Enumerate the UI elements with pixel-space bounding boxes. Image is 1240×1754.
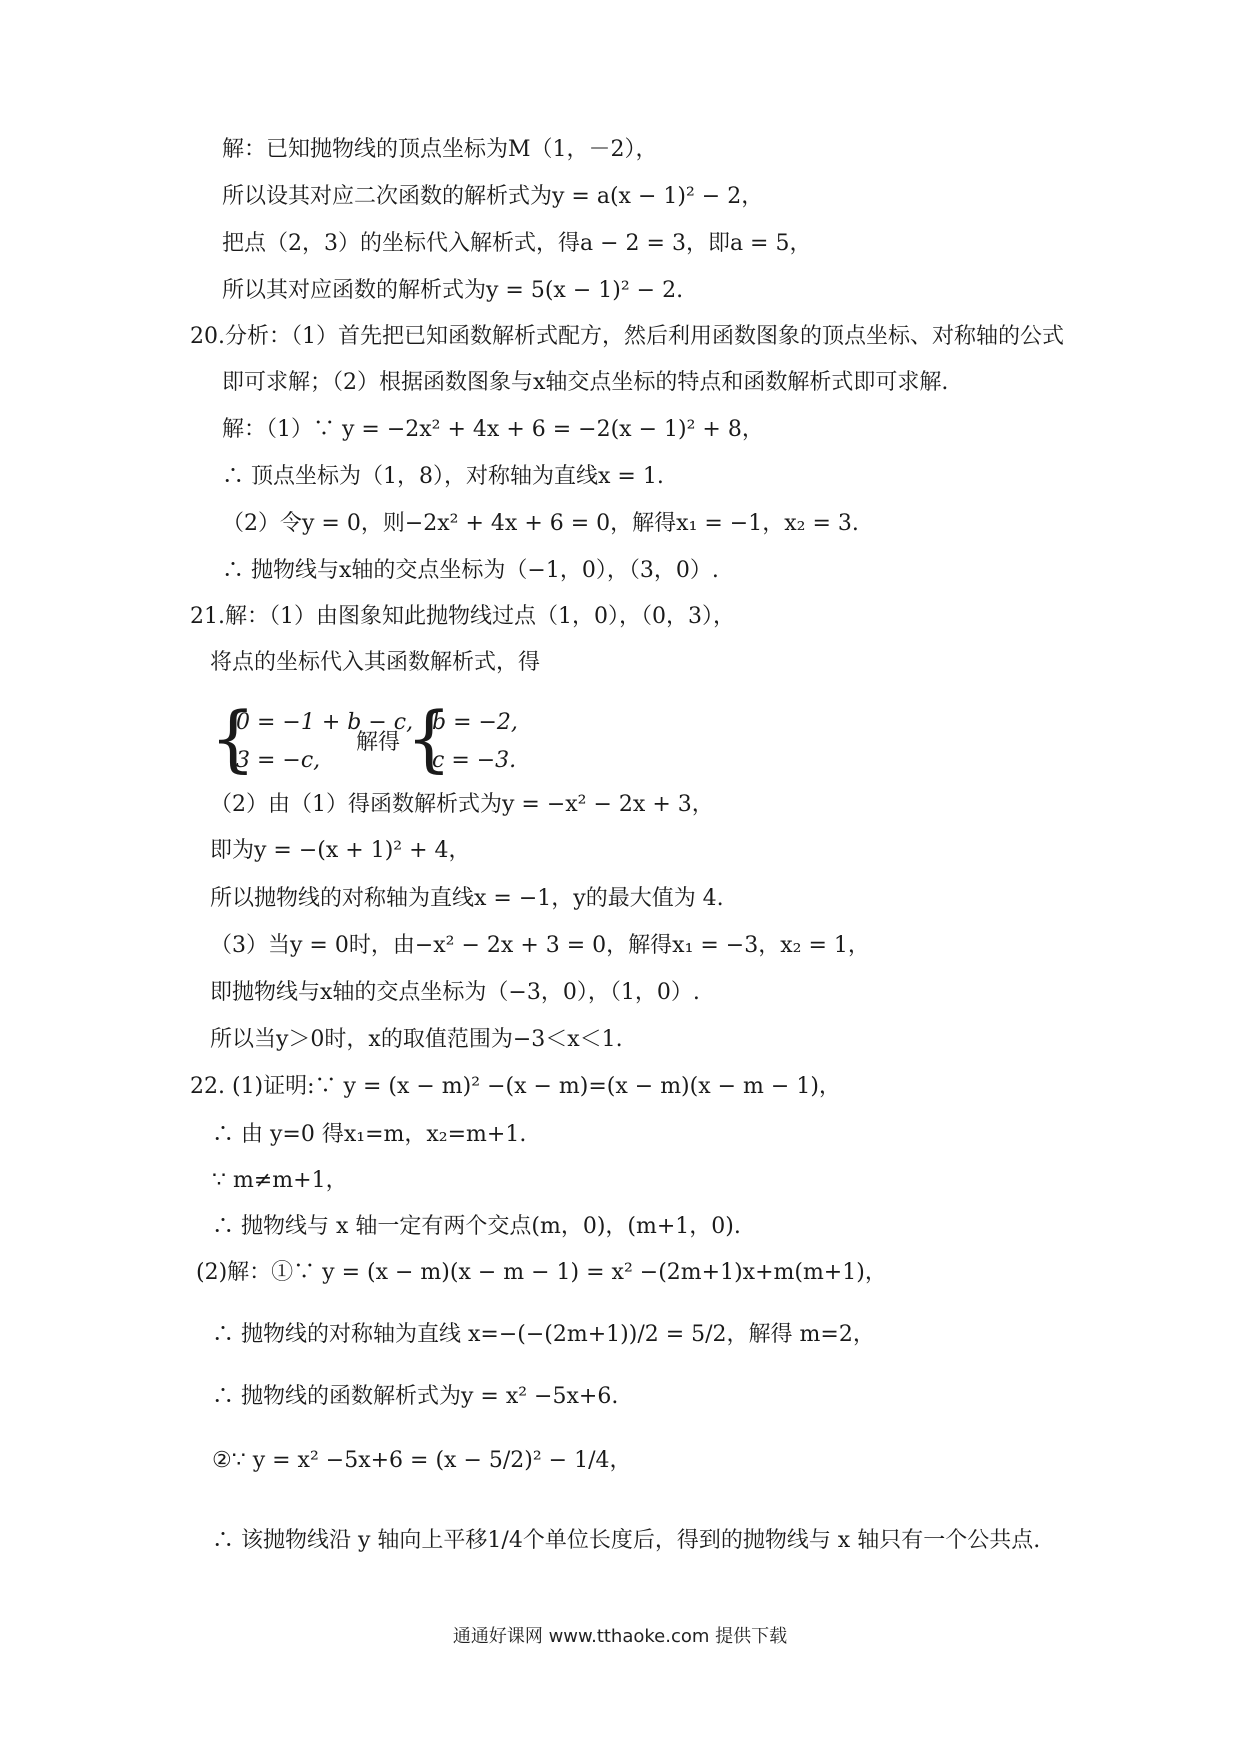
text-line-21: ∵ m≠m+1， xyxy=(212,1168,348,1193)
solve-label: 解得 xyxy=(356,730,401,755)
text-line-6: 即可求解；（2）根据函数图象与x轴交点坐标的特点和函数解析式即可求解. xyxy=(222,370,949,395)
text-line-2: 所以设其对应二次函数的解析式为y = a(x − 1)² − 2， xyxy=(222,184,764,209)
text-line-17: 即抛物线与x轴的交点坐标为（−3，0），（1，0）. xyxy=(210,980,700,1005)
text-line-5: 20.分析：（1）首先把已知函数解析式配方，然后利用函数图象的顶点坐标、对称轴的公式 xyxy=(190,324,1064,349)
equation-system xyxy=(210,696,518,780)
text-line-7: 解：（1）∵ y = −2x² + 4x + 6 = −2(x − 1)² + 8， xyxy=(222,417,764,442)
solution-2: c = −3. xyxy=(432,748,517,773)
text-line-9: （2）令y = 0，则−2x² + 4x + 6 = 0，解得x₁ = −1，x₂ = 3. xyxy=(222,511,859,536)
text-line-23: (2)解：①∵ y = (x − m)(x − m − 1) = x² −(2m+1)x+m(m+1)， xyxy=(196,1260,887,1285)
left-brace-1: { xyxy=(210,696,256,780)
solution-1: b = −2, xyxy=(432,710,518,735)
equation-2: 3 = −c, xyxy=(236,748,321,773)
footer-text: 通通好课网 www.tthaoke.com 提供下载 xyxy=(452,1626,788,1647)
text-line-26: ②∵ y = x² −5x+6 = (x − 5/2)² − 1/4， xyxy=(212,1448,632,1473)
text-line-15: 所以抛物线的对称轴为直线x = −1，y的最大值为 4. xyxy=(210,886,724,911)
text-line-13: （2）由（1）得函数解析式为y = −x² − 2x + 3， xyxy=(210,792,714,817)
text-line-3: 把点（2，3）的坐标代入解析式，得a − 2 = 3，即a = 5， xyxy=(222,231,812,256)
text-line-10: ∴ 抛物线与x轴的交点坐标为（−1，0），（3，0）. xyxy=(222,558,719,583)
text-line-24: ∴ 抛物线的对称轴为直线 x=−(−(2m+1))/2 = 5/2，解得 m=2， xyxy=(212,1322,875,1347)
text-line-16: （3）当y = 0时，由−x² − 2x + 3 = 0，解得x₁ = −3，x₂ = 1， xyxy=(210,933,870,958)
text-line-18: 所以当y＞0时，x的取值范围为−3＜x＜1. xyxy=(210,1027,623,1052)
text-line-1: 解：已知抛物线的顶点坐标为M（1，－2）， xyxy=(222,137,658,162)
text-line-25: ∴ 抛物线的函数解析式为y = x² −5x+6. xyxy=(212,1384,619,1409)
text-line-4: 所以其对应函数的解析式为y = 5(x − 1)² − 2. xyxy=(222,278,684,303)
text-line-8: ∴ 顶点坐标为（1，8），对称轴为直线x = 1. xyxy=(222,464,664,489)
text-line-12: 将点的坐标代入其函数解析式，得 xyxy=(210,650,541,675)
text-line-20: ∴ 由 y=0 得x₁=m，x₂=m+1. xyxy=(212,1122,527,1147)
equation-1: 0 = −1 + b − c, xyxy=(236,710,414,735)
text-line-14: 即为y = −(x + 1)² + 4， xyxy=(210,838,471,863)
left-brace-2: { xyxy=(406,696,452,780)
text-line-22: ∴ 抛物线与 x 轴一定有两个交点(m，0)，(m+1，0). xyxy=(212,1214,741,1239)
text-line-19: 22. (1)证明:∵ y = (x − m)² −(x − m)=(x − m)(x − m − 1)， xyxy=(190,1074,841,1099)
text-line-27: ∴ 该抛物线沿 y 轴向上平移1/4个单位长度后，得到的抛物线与 x 轴只有一个公共点. xyxy=(212,1528,1041,1553)
text-line-11: 21.解：（1）由图象知此抛物线过点（1，0），（0，3）， xyxy=(190,604,735,629)
